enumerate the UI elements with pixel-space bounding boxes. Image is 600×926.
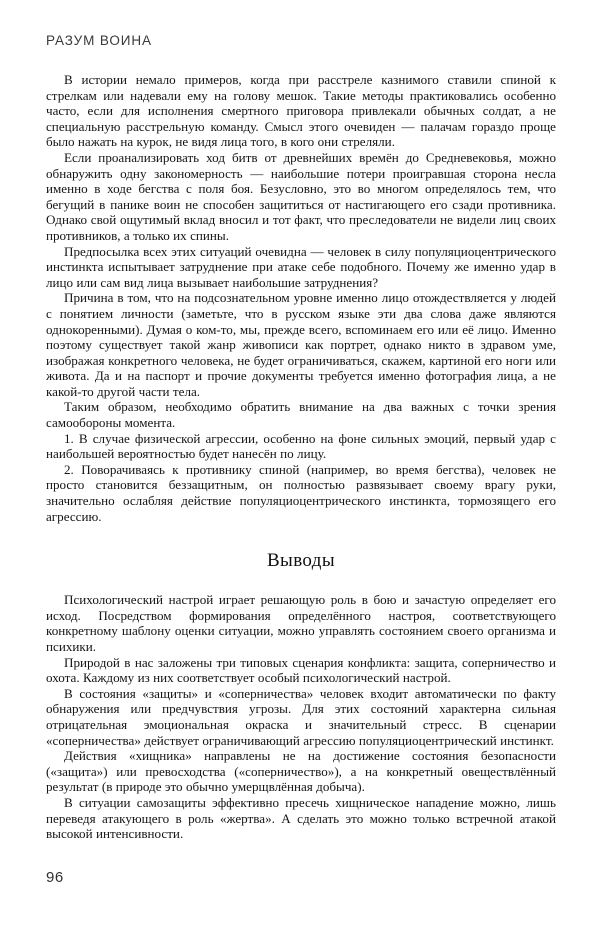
section-heading: Выводы — [266, 550, 336, 572]
body-paragraph: Причина в том, что на подсознательном уровне именно лицо отождествляется у людей с понятием личности (заметьте, что в русском языке эти два слова даже являются однокоренными). Думая о ком-то, мы, прежде всего, вспоминаем его или её лицо. Именно поэтому существует такой жанр живописи как портрет, однако никто в здравом уме, изображая конкретного человека, не будет ограничиваться, скажем, картиной его ноги или живота. Да и на паспорт и прочие документы требуется именно фотография лица, а не какой-то другой части тела. — [46, 290, 556, 399]
conclusion-paragraph: Психологический настрой играет решающую роль в бою и зачастую определяет его исход. Посредством формирования определённого настроя, соответствующего конкретному шаблону оценки ситуации, можно управлять состоянием своего организма и психики. — [46, 592, 556, 654]
conclusion-paragraph: В ситуации самозащиты эффективно пресечь хищническое нападение можно, лишь переведя атакующего в роль «жертва». А сделать это можно только встречной атакой высокой интенсивности. — [46, 794, 556, 842]
body-paragraph: Таким образом, необходимо обратить внимание на два важных с точки зрения самообороны момента. — [46, 399, 556, 431]
heading-spacer-below — [46, 572, 556, 592]
conclusion-paragraph: Действия «хищника» направлены не на достижение состояния безопасности («защита») или превосходства («соперничество»), а на конкретный овеществлённый результат (в природе это обычно умерщвлённая добыча). — [46, 748, 556, 795]
conclusion-paragraph: Природой в нас заложены три типовых сценария конфликта: защита, соперничество и охота. Каждому из них соответствует особый психологический настрой. — [46, 654, 556, 686]
numbered-item-2: 2. Поворачиваясь к противнику спиной (например, во время бегства), человек не просто становится беззащитным, он полностью развязывает своему врагу руки, значительно ослабляя действие популяциоцентрического инстинкта, тормозящего его агрессию. — [46, 461, 556, 524]
running-head: РАЗУМ ВОИНА — [46, 33, 152, 48]
heading-spacer-above — [46, 524, 556, 550]
text-column — [46, 72, 556, 842]
page-number: 96 — [46, 869, 64, 886]
body-paragraph: Предпосылка всех этих ситуаций очевидна — человек в силу популяциоцентрического инстинкта испытывает затруднение при атаке себе подобного. Почему же именно удар в лицо или сам вид лица вызывает наибольшие затруднения? — [46, 243, 556, 290]
numbered-item-1: 1. В случае физической агрессии, особенно на фоне сильных эмоций, первый удар с наибольшей вероятностью будет нанесён по лицу. — [46, 430, 556, 462]
conclusion-paragraph: В состояния «защиты» и «соперничества» человек входит автоматически по факту обнаружения или предчувствия угрозы. Для этих состояний характерна сильная отрицательная эмоциональная окраска и значительный стресс. В сценарии «соперничества» действует ограничивающий агрессию популяциоцентрический инстинкт. — [46, 685, 556, 748]
body-paragraph: В истории немало примеров, когда при расстреле казнимого ставили спиной к стрелкам или надевали ему на голову мешок. Такие методы практиковались особенно часто, если для исполнения смертного приговора привлекали обычных солдат, а не специальную расстрельную команду. Смысл этого очевиден — палачам гораздо проще было нажать на курок, не видя лица того, в кого они стреляли. — [46, 72, 556, 150]
body-paragraph: Если проанализировать ход битв от древнейших времён до Средневековья, можно обнаружить одну закономерность — наибольшие потери проигравшая сторона несла именно в ходе бегства с поля боя. Безусловно, это во многом определялось тем, что бегущий в панике воин не способен защититься от настигающего его сзади противника. Однако свой ощутимый вклад вносил и тот факт, что преследователи не видели лиц своих противников, а только их спины. — [46, 149, 556, 243]
